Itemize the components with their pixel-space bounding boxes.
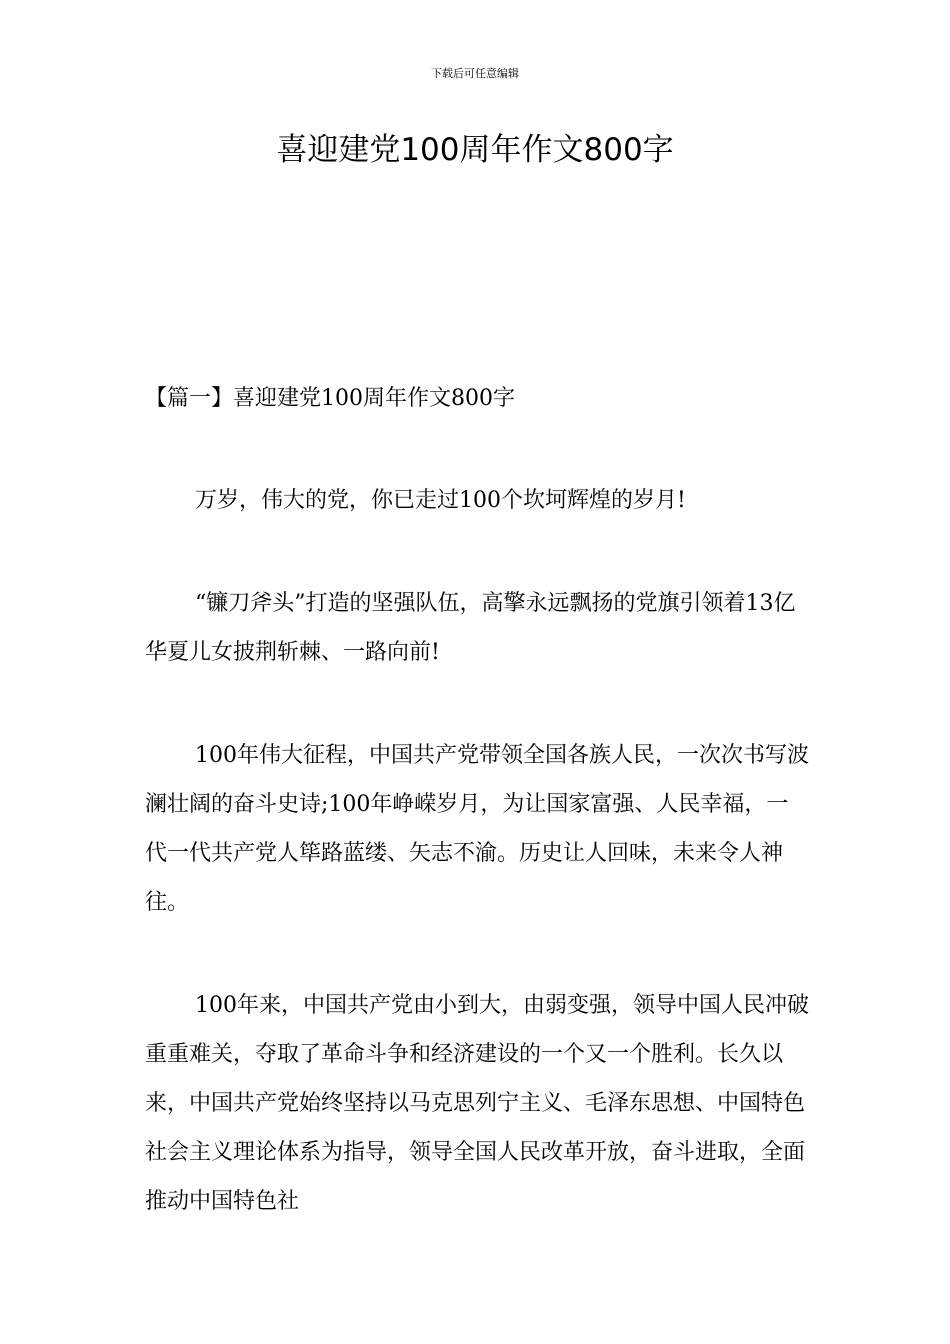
paragraph-1: 万岁，伟大的党，你已走过100个坎坷辉煌的岁月!: [195, 488, 686, 513]
header-note: 下载后可任意编辑: [431, 67, 519, 80]
paragraph-3: 100年伟大征程，中国共产党带领全国各族人民，一次次书写波澜壮阔的奋斗史诗;100年峥嵘岁月，为让国家富强、人民幸福，一代一代共产党人筚路蓝缕、矢志不渝。历史让人回味，未来令人神往。: [145, 743, 809, 915]
paragraph-2: “镰刀斧头”打造的坚强队伍，高擎永远飘扬的党旗引领着13亿华夏儿女披荆斩棘、一路向前!: [145, 591, 796, 665]
section-heading: 【篇一】喜迎建党100周年作文800字: [145, 386, 515, 411]
document-title: 喜迎建党100周年作文800字: [276, 132, 674, 168]
paragraph-4: 100年来，中国共产党由小到大，由弱变强，领导中国人民冲破重重难关，夺取了革命斗争和经济建设的一个又一个胜利。长久以来，中国共产党始终坚持以马克思列宁主义、毛泽东思想、中国特色社会主义理论体系为指导，领导全国人民改革开放，奋斗进取，全面推动中国特色社: [145, 993, 809, 1214]
document-body: [145, 374, 810, 1226]
